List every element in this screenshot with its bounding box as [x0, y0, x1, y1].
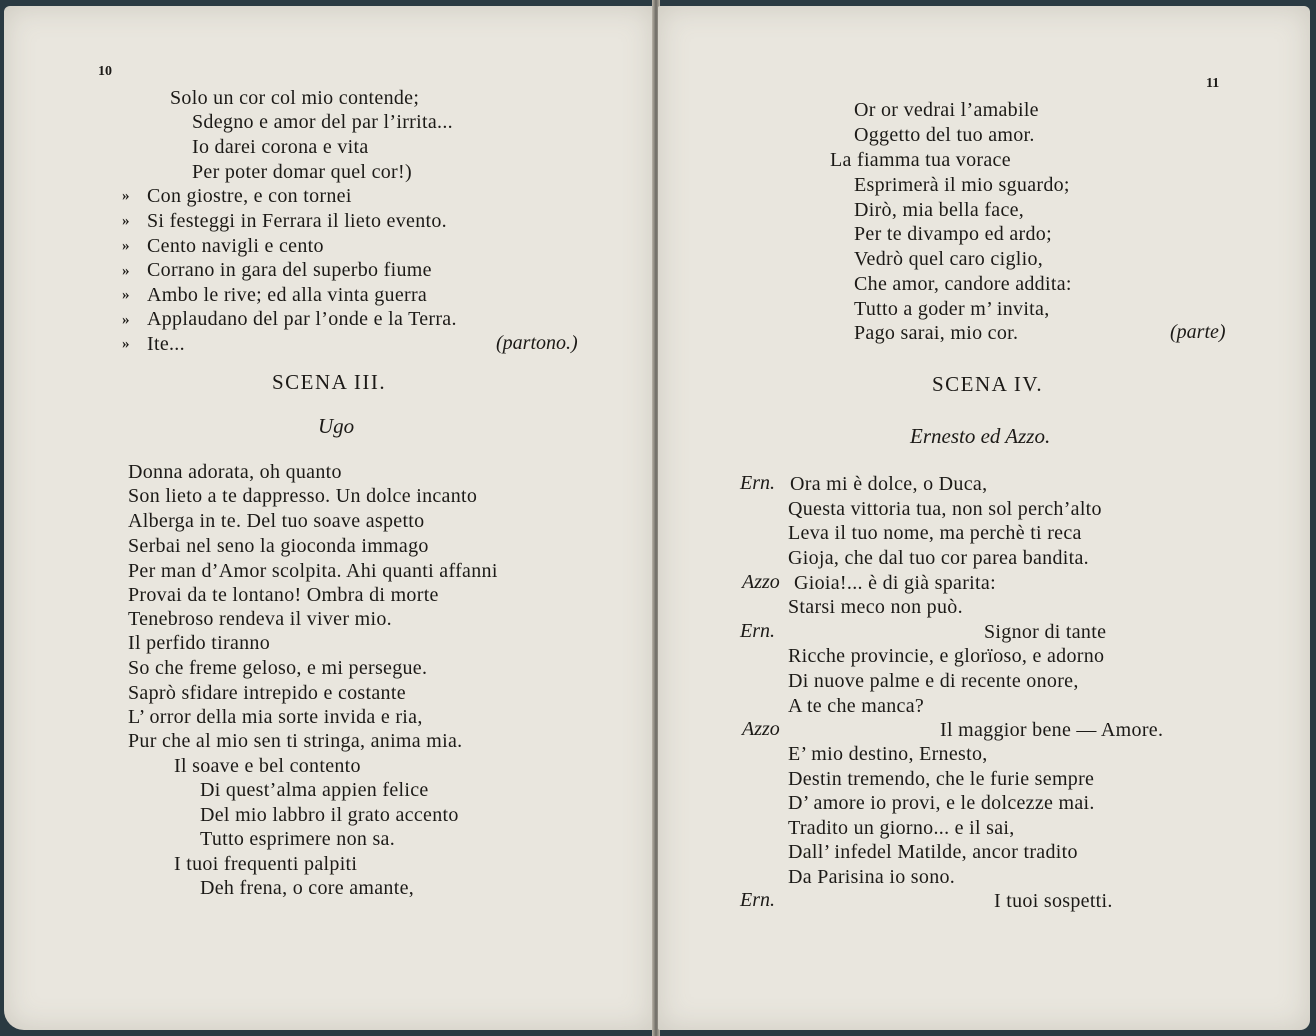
verse-line: Pur che al mio sen ti stringa, anima mia.: [128, 730, 463, 752]
dialogue-line: Ora mi è dolce, o Duca,: [790, 473, 988, 495]
quote-marker: »: [122, 238, 130, 254]
verse-line: Applaudano del par l’onde e la Terra.: [147, 308, 457, 330]
quote-marker: »: [122, 213, 130, 229]
verse-line: Cento navigli e cento: [147, 235, 324, 257]
quote-marker: »: [122, 312, 130, 328]
verse-line: Solo un cor col mio contende;: [170, 87, 420, 109]
verse-line: Donna adorata, oh quanto: [128, 461, 342, 483]
scene-title: SCENA IV.: [932, 372, 1044, 396]
page-number: 10: [98, 64, 112, 79]
quote-marker: »: [122, 188, 130, 204]
verse-line: Di quest’alma appien felice: [200, 779, 429, 801]
verse-line: So che freme geloso, e mi persegue.: [128, 657, 428, 679]
page-number: 11: [1206, 76, 1220, 91]
dialogue-line: D’ amore io provi, e le dolcezze mai.: [788, 792, 1095, 814]
stage-direction: (partono.): [496, 332, 578, 354]
dialogue-line: A te che manca?: [788, 695, 925, 717]
verse-line: Il soave e bel contento: [174, 755, 361, 777]
verse-line: Esprimerà il mio sguardo;: [854, 174, 1070, 196]
dialogue-line: Di nuove palme e di recente onore,: [788, 670, 1079, 692]
verse-line: Si festeggi in Ferrara il lieto evento.: [147, 210, 447, 232]
verse-line: La fiamma tua vorace: [830, 149, 1011, 171]
verse-line: Serbai nel seno la gioconda immago: [128, 535, 429, 557]
dialogue-line: I tuoi sospetti.: [994, 890, 1113, 912]
verse-line: Deh frena, o core amante,: [200, 877, 415, 899]
speaker-label: Azzo: [742, 718, 780, 740]
dialogue-line: Dall’ infedel Matilde, ancor tradito: [788, 841, 1078, 863]
dialogue-line: Questa vittoria tua, non sol perch’alto: [788, 498, 1102, 520]
verse-line: Tenebroso rendeva il viver mio.: [128, 608, 392, 630]
verse-line: Provai da te lontano! Ombra di morte: [128, 584, 439, 606]
verse-line: Pago sarai, mio cor.: [854, 322, 1019, 344]
verse-line: Ambo le rive; ed alla vinta guerra: [147, 284, 428, 306]
quote-marker: »: [122, 263, 130, 279]
verse-line: Del mio labbro il grato accento: [200, 804, 459, 826]
stage-direction: (parte): [1170, 321, 1226, 343]
verse-line: Per poter domar quel cor!): [192, 161, 412, 183]
verse-line: Tutto esprimere non sa.: [200, 828, 396, 850]
dialogue-line: Gioia!... è di già sparita:: [794, 572, 996, 594]
verse-line: Con giostre, e con tornei: [147, 185, 352, 207]
quote-marker: »: [122, 287, 130, 303]
dialogue-line: Gioja, che dal tuo cor parea bandita.: [788, 547, 1089, 569]
dialogue-line: Leva il tuo nome, ma perchè ti reca: [788, 522, 1082, 544]
dialogue-line: E’ mio destino, Ernesto,: [788, 743, 988, 765]
verse-line: Oggetto del tuo amor.: [854, 124, 1035, 146]
verse-line: Per te divampo ed ardo;: [854, 223, 1052, 245]
verse-line: Dirò, mia bella face,: [854, 199, 1025, 221]
verse-line: Saprò sfidare intrepido e costante: [128, 682, 406, 704]
quote-marker: »: [122, 336, 130, 352]
verse-line: I tuoi frequenti palpiti: [174, 853, 358, 875]
verse-line: Ite...: [147, 333, 185, 355]
verse-line: Il perfido tiranno: [128, 632, 271, 654]
dialogue-line: Ricche provincie, e glorïoso, e adorno: [788, 645, 1105, 667]
verse-line: Per man d’Amor scolpita. Ahi quanti affanni: [128, 560, 498, 582]
verse-line: Vedrò quel caro ciglio,: [854, 248, 1044, 270]
dialogue-line: Destin tremendo, che le furie sempre: [788, 768, 1095, 790]
verse-line: Sdegno e amor del par l’irrita...: [192, 111, 453, 133]
dialogue-line: Il maggior bene — Amore.: [940, 719, 1164, 741]
dialogue-line: Starsi meco non può.: [788, 596, 963, 618]
verse-line: Alberga in te. Del tuo soave aspetto: [128, 510, 425, 532]
verse-line: Tutto a goder m’ invita,: [854, 298, 1050, 320]
verse-line: Corrano in gara del superbo fiume: [147, 259, 432, 281]
verse-line: Che amor, candore addita:: [854, 273, 1072, 295]
scene-characters: Ernesto ed Azzo.: [910, 424, 1051, 448]
verse-line: L’ orror della mia sorte invida e ria,: [128, 706, 423, 728]
scene-character: Ugo: [318, 414, 355, 438]
verse-line: Or or vedrai l’amabile: [854, 99, 1039, 121]
dialogue-line: Da Parisina io sono.: [788, 866, 956, 888]
dialogue-line: Tradito un giorno... e il sai,: [788, 817, 1015, 839]
speaker-label: Azzo: [742, 571, 780, 593]
scene-title: SCENA III.: [272, 370, 387, 394]
speaker-label: Ern.: [740, 620, 775, 642]
dialogue-line: Signor di tante: [984, 621, 1107, 643]
left-page: [4, 6, 654, 1030]
right-page: [658, 6, 1310, 1030]
verse-line: Son lieto a te dappresso. Un dolce incanto: [128, 485, 478, 507]
speaker-label: Ern.: [740, 472, 775, 494]
verse-line: Io darei corona e vita: [192, 136, 369, 158]
speaker-label: Ern.: [740, 889, 775, 911]
